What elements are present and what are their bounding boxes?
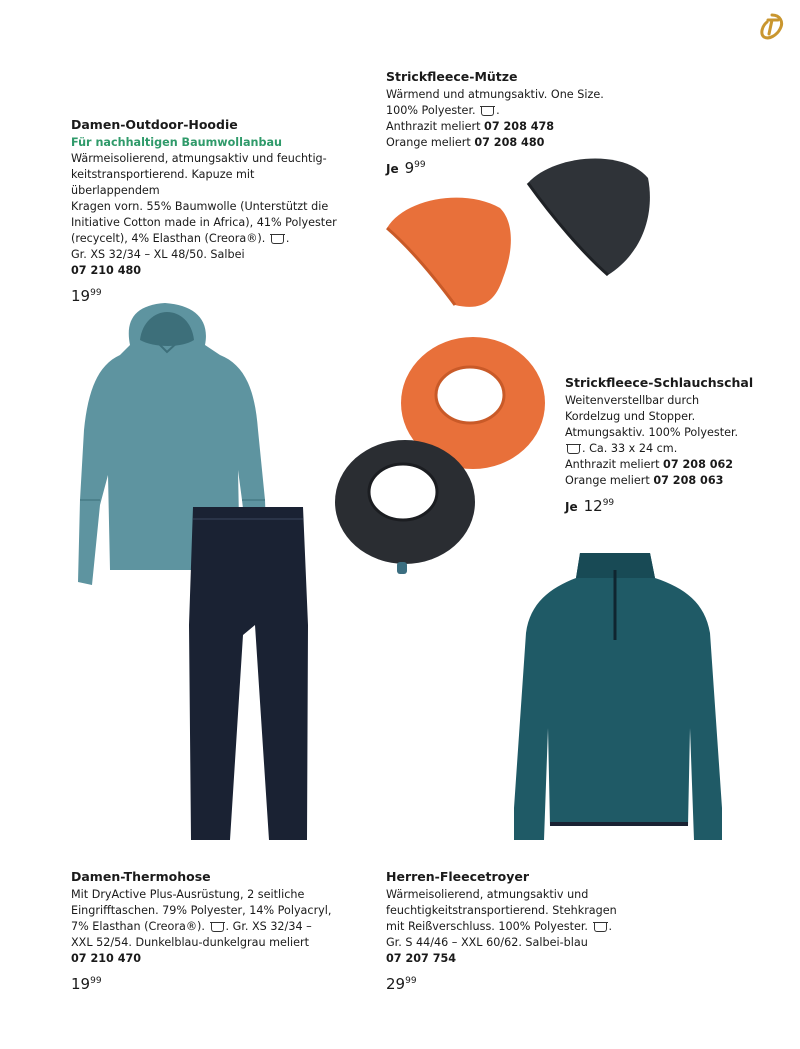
hoodie-subtitle: Für nachhaltigen Baumwollanbau bbox=[71, 136, 282, 149]
hoodie-info bbox=[71, 116, 341, 304]
hoodie-price: $19^{99}$ bbox=[71, 287, 102, 305]
hoodie-desc-line: keitstransportierend. Kapuze mit überlappendem bbox=[71, 168, 255, 197]
wash-care-icon bbox=[567, 445, 580, 454]
pants-title: Damen-Thermohose bbox=[71, 869, 211, 884]
scarf-title: Strickfleece-Schlauchschal bbox=[565, 375, 754, 390]
hoodie-title: Damen-Outdoor-Hoodie bbox=[71, 117, 238, 132]
beanie-variant-anthrazit: Anthrazit meliert 07 208 478 bbox=[386, 120, 555, 133]
wash-care-icon bbox=[594, 923, 607, 932]
pants-info bbox=[71, 868, 351, 992]
wash-care-icon bbox=[211, 923, 224, 932]
fleece-desc-line: Wärmeisolierend, atmungsaktiv und bbox=[386, 888, 589, 901]
pants-image bbox=[185, 505, 315, 845]
tchibo-logo-icon bbox=[758, 12, 786, 42]
hoodie-desc-line: Wärmeisolierend, atmungsaktiv und feuchtig- bbox=[71, 152, 327, 165]
fleece-info bbox=[386, 868, 646, 992]
wash-care-icon bbox=[271, 235, 284, 244]
pants-article-number: 07 210 470 bbox=[71, 952, 142, 965]
beanie-price: Je $9^{99}$ bbox=[386, 159, 426, 177]
pants-desc-line: Eingrifftaschen. 79% Polyester, 14% Polyacryl, bbox=[71, 904, 332, 917]
scarf-price: Je $12^{99}$ bbox=[565, 497, 615, 515]
scarf-desc-line: Atmungsaktiv. 100% Polyester. bbox=[565, 426, 739, 439]
hoodie-article-number: 07 210 480 bbox=[71, 264, 142, 277]
pants-desc-line: Mit DryActive Plus-Ausrüstung, 2 seitliche bbox=[71, 888, 305, 901]
beanie-desc-line: Wärmend und atmungsaktiv. One Size. bbox=[386, 88, 604, 101]
beanie-desc-line: 100% Polyester. . bbox=[386, 104, 500, 117]
anthracite-beanie-image bbox=[523, 153, 653, 278]
fleece-title: Herren-Fleecetroyer bbox=[386, 869, 530, 884]
scarf-variant-anthrazit: Anthrazit meliert 07 208 062 bbox=[565, 458, 734, 471]
beanie-title: Strickfleece-Mütze bbox=[386, 69, 518, 84]
scarf-info bbox=[565, 374, 765, 515]
scarf-desc-line: Kordelzug und Stopper. bbox=[565, 410, 696, 423]
pants-desc-line: 7% Elasthan (Creora®). . Gr. XS 32/34 – bbox=[71, 920, 312, 933]
fleece-desc-line: feuchtigkeitstransportierend. Stehkragen bbox=[386, 904, 617, 917]
scarf-desc-line: . Ca. 33 x 24 cm. bbox=[565, 441, 765, 457]
beanie-variant-orange: Orange meliert 07 208 480 bbox=[386, 136, 545, 149]
hoodie-desc-line: Initiative Cotton made in Africa), 41% Polyester bbox=[71, 216, 337, 229]
orange-beanie-image bbox=[385, 193, 515, 313]
scarf-variant-orange: Orange meliert 07 208 063 bbox=[565, 474, 724, 487]
hoodie-desc-line: (recycelt), 4% Elasthan (Creora®). . bbox=[71, 232, 290, 245]
fleece-article-number: 07 207 754 bbox=[386, 952, 457, 965]
pants-price: $19^{99}$ bbox=[71, 975, 102, 993]
hoodie-desc-line: Kragen vorn. 55% Baumwolle (Unterstützt die bbox=[71, 200, 329, 213]
fleece-troyer-image bbox=[510, 548, 725, 848]
pants-desc-line: XXL 52/54. Dunkelblau-dunkelgrau meliert bbox=[71, 936, 309, 949]
hoodie-size: Gr. XS 32/34 – XL 48/50. Salbei bbox=[71, 248, 245, 261]
wash-care-icon bbox=[481, 107, 494, 116]
scarf-desc-line: Weitenverstellbar durch bbox=[565, 394, 700, 407]
anthracite-scarf-image bbox=[333, 437, 478, 577]
fleece-price: $29^{99}$ bbox=[386, 975, 417, 993]
fleece-desc-line: mit Reißverschluss. 100% Polyester. . bbox=[386, 920, 613, 933]
fleece-desc-line: Gr. S 44/46 – XXL 60/62. Salbei-blau bbox=[386, 936, 588, 949]
